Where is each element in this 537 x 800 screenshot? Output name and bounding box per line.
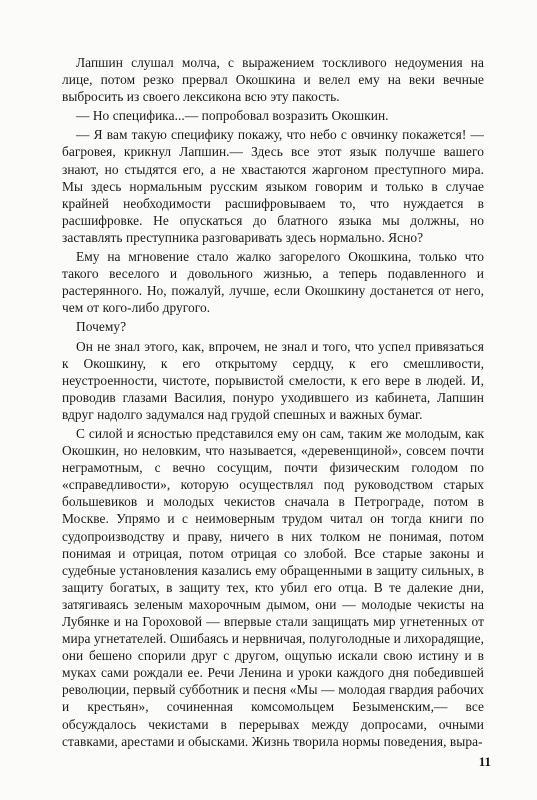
paragraph-7: С силой и ясностью представился ему он сам, таким же молодым, как Окошкин, но неловким, что называется, «деревенщиной», совсем почти неграмотным, с вечно сосущим, почти физическим голодом по «справедливости», которую осуществлял под руководством старых большевиков и молодых чекистов сначала в Петрограде, потом в Москве. Упрямо и с неимоверным трудом читал он тогда книги по судопроизводству и праву, ничего в них толком не понимая, потом понимая и отрицая, потом отрицая со злобой. Все старые законы и судебные установления казались ему обращенными в защиту сильных, в защиту богатых, в защиту тех, кто убил его отца. В те далекие дни, затягиваясь зеленым махорочным дымом, они — молодые чекисты на Лубянке и на Гороховой — впервые стали защищать мир угнетенных от мира угнетателей. Ошибаясь и нервничая, полуголодные и лихорадящие, они бешено спорили друг с другом, ощупью искали свою истину и в муках сами рождали ее. Речи Ленина и уроки каждого дня победившей революции, первый субботник и песня «Мы — молодая гвардия рабочих и крестьян», сочиненная комсомольцем Безыменским,— все обсуждалось чекистами в перерывах между допросами, очными ставками, арестами и обысками. Жизнь творила нормы поведения, выра- [62, 425, 484, 749]
paragraph-5: Почему? [76, 319, 127, 335]
body-text [62, 54, 484, 752]
paragraph-1: Лапшин слушал молча, с выражением тоскливого недоумения на лице, потом резко прервал Окошкина и велел ему на веки вечные выбросить из своего лексикона всю эту пакость. [62, 55, 484, 105]
paragraph-6: Он не знал этого, как, впрочем, не знал и того, что успел привязаться к Окошкину, к его открытому сердцу, к его смешливости, неустроенности, чистоте, порывистой смелости, к его вере в людей. И, проводив глазами Василия, понуро уходившего из кабинета, Лапшин вдруг надолго задумался над грудой спешных и важных бумаг. [62, 338, 484, 422]
paragraph-3: — Я вам такую специфику покажу, что небо с овчинку покажется! — багровея, крикнул Лапшин.— Здесь все этот язык получше вашего знают, но стыдятся его, а не хвастаются жаргоном преступного мира. Мы здесь нормальным русским языком говорим и только в случае крайней необходимости расшифровываем то, что нуждается в расшифровке. Не опускаться до блатного языка мы должны, но заставлять преступника разговаривать здесь нормально. Ясно? [62, 127, 484, 245]
paragraph-4: Ему на мгновение стало жалко загорелого Окошкина, только что такого веселого и довольного жизнью, а теперь подавленного и растерянного. Но, пожалуй, лучше, если Окошкину достанется от него, чем от кого-либо другого. [62, 249, 484, 316]
paragraph-2: — Но специфика...— попробовал возразить Окошкин. [76, 108, 389, 124]
page-number: 11 [478, 754, 491, 769]
